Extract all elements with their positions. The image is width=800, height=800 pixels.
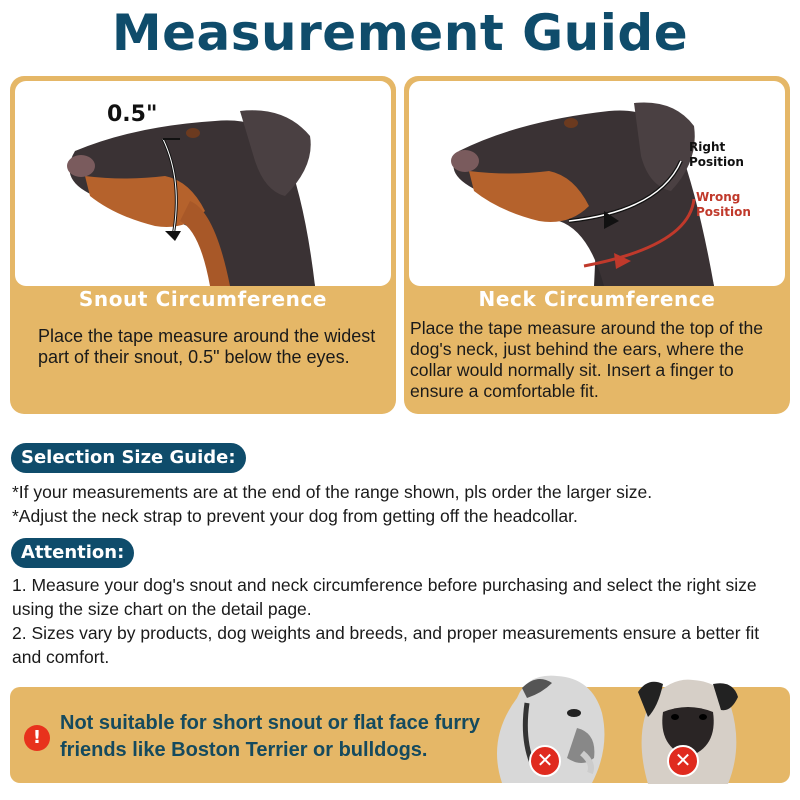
not-suitable-icon: ✕ [529,745,561,777]
attention-item: 2. Sizes vary by products, dog weights and breeds, and proper measurements ensure a better fit and comfort. [12,623,760,667]
svg-text:Right Position: Right Position [689,140,744,169]
snout-heading: Snout Circumference [78,287,328,311]
doberman-snout-illustration [15,81,391,286]
neck-card [404,76,790,414]
size-note: *Adjust the neck strap to prevent your dog from getting off the headcollar. [12,506,578,526]
doberman-neck-illustration [409,81,785,286]
snout-measurement-photo [15,81,391,286]
snout-description: Place the tape measure around the widest part of their snout, 0.5" below the eyes. [38,326,376,367]
alert-icon: ! [24,725,50,751]
neck-description: Place the tape measure around the top of the dog's neck, just behind the ears, where the collar would normally sit. Insert a finger to ensure a comfortable fit. [410,318,764,401]
warning-text: Not suitable for short snout or flat face furry friends like Boston Terrier or bulldogs. [60,712,481,761]
snout-card [10,76,396,414]
attention-label: Attention: [11,538,134,568]
attention-notes [12,573,792,669]
svg-text:Wrong Position: Wrong Position [696,190,751,219]
offset-label: 0.5" [107,102,158,127]
right-position-label: Right [689,140,726,154]
size-guide-notes [12,480,792,528]
size-note: *If your measurements are at the end of the range shown, pls order the larger size. [12,482,653,502]
size-guide-label: Selection Size Guide: [11,443,246,473]
attention-item: 1. Measure your dog's snout and neck circumference before purchasing and select the right size using the size chart on the detail page. [12,575,757,619]
wrong-position-label: Wrong [696,190,741,204]
page-title: Measurement Guide [111,4,689,62]
neck-measurement-photo [409,81,785,286]
not-suitable-icon: ✕ [667,745,699,777]
neck-heading: Neck Circumference [478,287,716,311]
